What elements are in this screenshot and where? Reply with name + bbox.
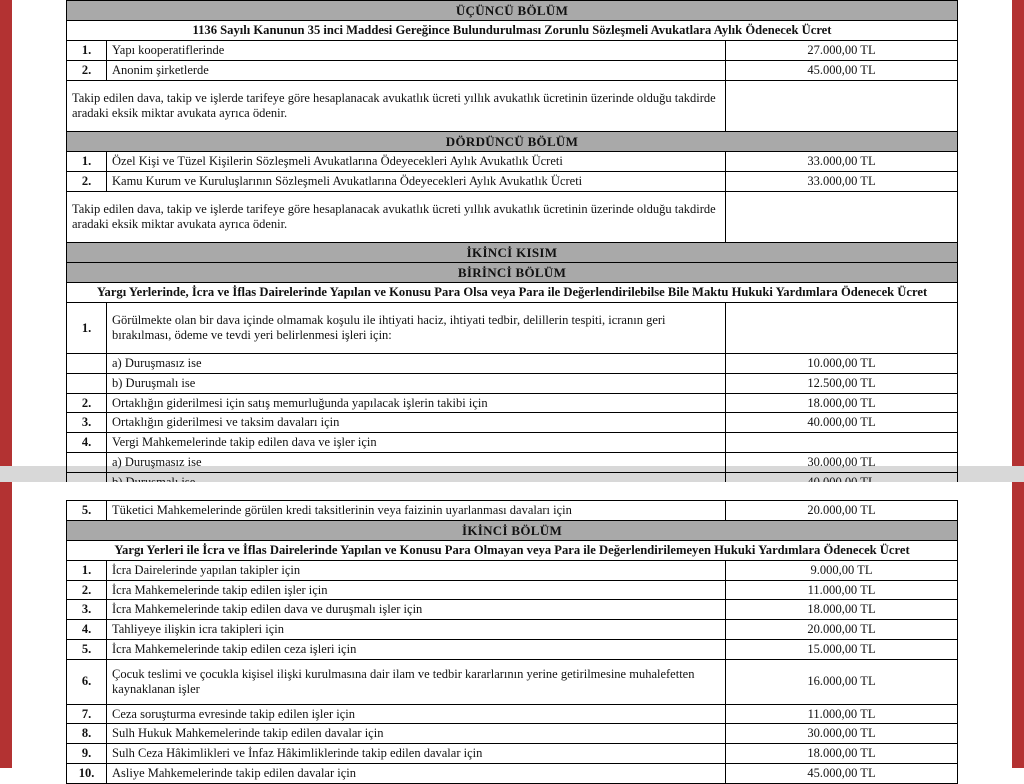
row-price: 10.000,00 TL [725,354,957,374]
row-number: 7. [67,704,107,724]
row-number: 2. [67,580,107,600]
row-description: Görülmekte olan bir dava içinde olmamak koşulu ile ihtiyati haciz, ihtiyati tedbir, delillerin tespiti, icranın geri bırakılması, ödeme ve tevdi yeri belirlenmesi işleri için: [107,303,726,354]
row-description: İcra Mahkemelerinde takip edilen dava ve duruşmalı işler için [107,600,726,620]
row-description: İcra Dairelerinde yapılan takipler için [107,560,726,580]
row-description: Asliye Mahkemelerinde takip edilen davalar için [107,763,726,783]
row-number: 10. [67,763,107,783]
section-three-title: ÜÇÜNCÜ BÖLÜM [67,1,958,21]
part-heading-row [67,283,958,303]
row-description: Tahliyeye ilişkin icra takipleri için [107,620,726,640]
section-two-heading: Yargı Yerleri ile İcra ve İflas Dairelerinde Yapılan ve Konusu Para Olmayan veya Para ile Değerlendirilemeyen Hukuki Yardımlara Ödenecek Ücret [67,541,958,561]
row-price: 30.000,00 TL [726,724,958,744]
row-price: 45.000,00 TL [725,60,957,80]
row-price: 16.000,00 TL [726,659,958,704]
section-header-row [67,131,958,151]
table-row [67,60,958,80]
row-number [67,373,107,393]
row-description: Tüketici Mahkemelerinde görülen kredi taksitlerinin veya faizinin uyarlanması davaları için [107,501,726,521]
left-accent-bar [0,0,12,768]
row-description: Özel Kişi ve Tüzel Kişilerin Sözleşmeli Avukatlarına Ödeyecekleri Aylık Avukatlık Ücreti [107,152,726,172]
section-subtitle-row [67,21,958,41]
row-number: 2. [67,60,107,80]
note-row [67,191,958,242]
table-row [67,620,958,640]
table-row [67,704,958,724]
row-number: 4. [67,433,107,453]
row-number: 4. [67,620,107,640]
table-row [67,560,958,580]
section-header-row [67,1,958,21]
row-description: Kamu Kurum ve Kuruluşlarının Sözleşmeli Avukatlarına Ödeyecekleri Aylık Avukatlık Ücreti [107,171,726,191]
table-row [67,639,958,659]
section-four-title: DÖRDÜNCÜ BÖLÜM [67,131,958,151]
table-row [67,580,958,600]
row-description: Ceza soruşturma evresinde takip edilen işler için [107,704,726,724]
row-number: 9. [67,744,107,764]
row-description: Anonim şirketlerde [107,60,726,80]
row-price: 20.000,00 TL [726,620,958,640]
table-row [67,600,958,620]
row-price: 11.000,00 TL [726,580,958,600]
row-number: 1. [67,41,107,61]
section-two-title: İKİNCİ BÖLÜM [67,520,958,540]
table-row [67,744,958,764]
row-price: 12.500,00 TL [725,373,957,393]
row-number: 3. [67,413,107,433]
row-price: 15.000,00 TL [726,639,958,659]
page-2 [36,482,988,780]
row-price: 20.000,00 TL [726,501,958,521]
tariff-table-page-2 [66,500,958,784]
part-header-row [67,242,958,262]
table-row [67,501,958,521]
part-two-title: İKİNCİ KISIM [67,242,958,262]
row-price [725,433,957,453]
row-price: 18.000,00 TL [726,600,958,620]
note-price-empty [725,191,957,242]
row-price: 18.000,00 TL [725,393,957,413]
row-number [67,354,107,374]
table-row [67,152,958,172]
row-number: 5. [67,639,107,659]
table-row [67,354,958,374]
table-row [67,433,958,453]
table-row [67,171,958,191]
row-price: 45.000,00 TL [726,763,958,783]
note-row [67,80,958,131]
page-1 [36,0,988,469]
row-number: 8. [67,724,107,744]
table-row [67,303,958,354]
table-row [67,373,958,393]
row-description: İcra Mahkemelerinde takip edilen işler için [107,580,726,600]
row-price: 33.000,00 TL [725,171,957,191]
row-number: 1. [67,303,107,354]
table-row [67,724,958,744]
table-row [67,393,958,413]
row-description: Çocuk teslimi ve çocukla kişisel ilişki kurulmasına dair ilam ve tedbir kararlarının yerine getirilmesine muhalefetten kaynaklanan işler [107,659,726,704]
table-row [67,41,958,61]
part-two-heading: Yargı Yerlerinde, İcra ve İflas Dairelerinde Yapılan ve Konusu Para Olsa veya Para ile Değerlendirilebilse Bile Maktu Hukuki Yardımlara Ödenecek Ücret [67,283,958,303]
row-description: a) Duruşmasız ise [107,354,726,374]
row-description: İcra Mahkemelerinde takip edilen ceza işleri için [107,639,726,659]
table-row [67,659,958,704]
row-description: b) Duruşmalı ise [107,373,726,393]
row-number: 2. [67,393,107,413]
right-accent-bar [1012,0,1024,768]
row-price: 33.000,00 TL [725,152,957,172]
section-heading-row [67,541,958,561]
row-number: 3. [67,600,107,620]
table-row [67,763,958,783]
row-number: 1. [67,152,107,172]
table-row [67,452,958,472]
row-number [67,452,107,472]
row-description: Sulh Hukuk Mahkemelerinde takip edilen davalar için [107,724,726,744]
row-price: 40.000,00 TL [725,413,957,433]
part-subheader-row [67,262,958,282]
table-row [67,413,958,433]
row-price: 18.000,00 TL [726,744,958,764]
row-price: 11.000,00 TL [726,704,958,724]
part-two-subtitle: BİRİNCİ BÖLÜM [67,262,958,282]
note-text: Takip edilen dava, takip ve işlerde tarifeye göre hesaplanacak avukatlık ücreti yıllık avukatlık ücretinin üzerinde olduğu takdirde aradaki eksik miktar avukata ayrıca ödenir. [67,80,726,131]
row-price: 9.000,00 TL [726,560,958,580]
row-number: 5. [67,501,107,521]
section-three-subtitle: 1136 Sayılı Kanunun 35 inci Maddesi Gereğince Bulundurulması Zorunlu Sözleşmeli Avukatlara Aylık Ödenecek Ücret [67,21,958,41]
row-description: Yapı kooperatiflerinde [107,41,726,61]
tariff-table-page-1 [66,0,958,492]
row-description: a) Duruşmasız ise [107,452,726,472]
row-price: 27.000,00 TL [725,41,957,61]
row-description: Vergi Mahkemelerinde takip edilen dava ve işler için [107,433,726,453]
row-number: 2. [67,171,107,191]
row-price: 30.000,00 TL [725,452,957,472]
row-number: 6. [67,659,107,704]
note-text: Takip edilen dava, takip ve işlerde tarifeye göre hesaplanacak avukatlık ücreti yıllık avukatlık ücretinin üzerinde olduğu takdirde aradaki eksik miktar avukata ayrıca ödenir. [67,191,726,242]
row-description: Ortaklığın giderilmesi ve taksim davaları için [107,413,726,433]
row-price [725,303,957,354]
row-description: Sulh Ceza Hâkimlikleri ve İnfaz Hâkimliklerinde takip edilen davalar için [107,744,726,764]
section-header-row [67,520,958,540]
note-price-empty [725,80,957,131]
row-number: 1. [67,560,107,580]
row-description: Ortaklığın giderilmesi için satış memurluğunda yapılacak işlerin takibi için [107,393,726,413]
